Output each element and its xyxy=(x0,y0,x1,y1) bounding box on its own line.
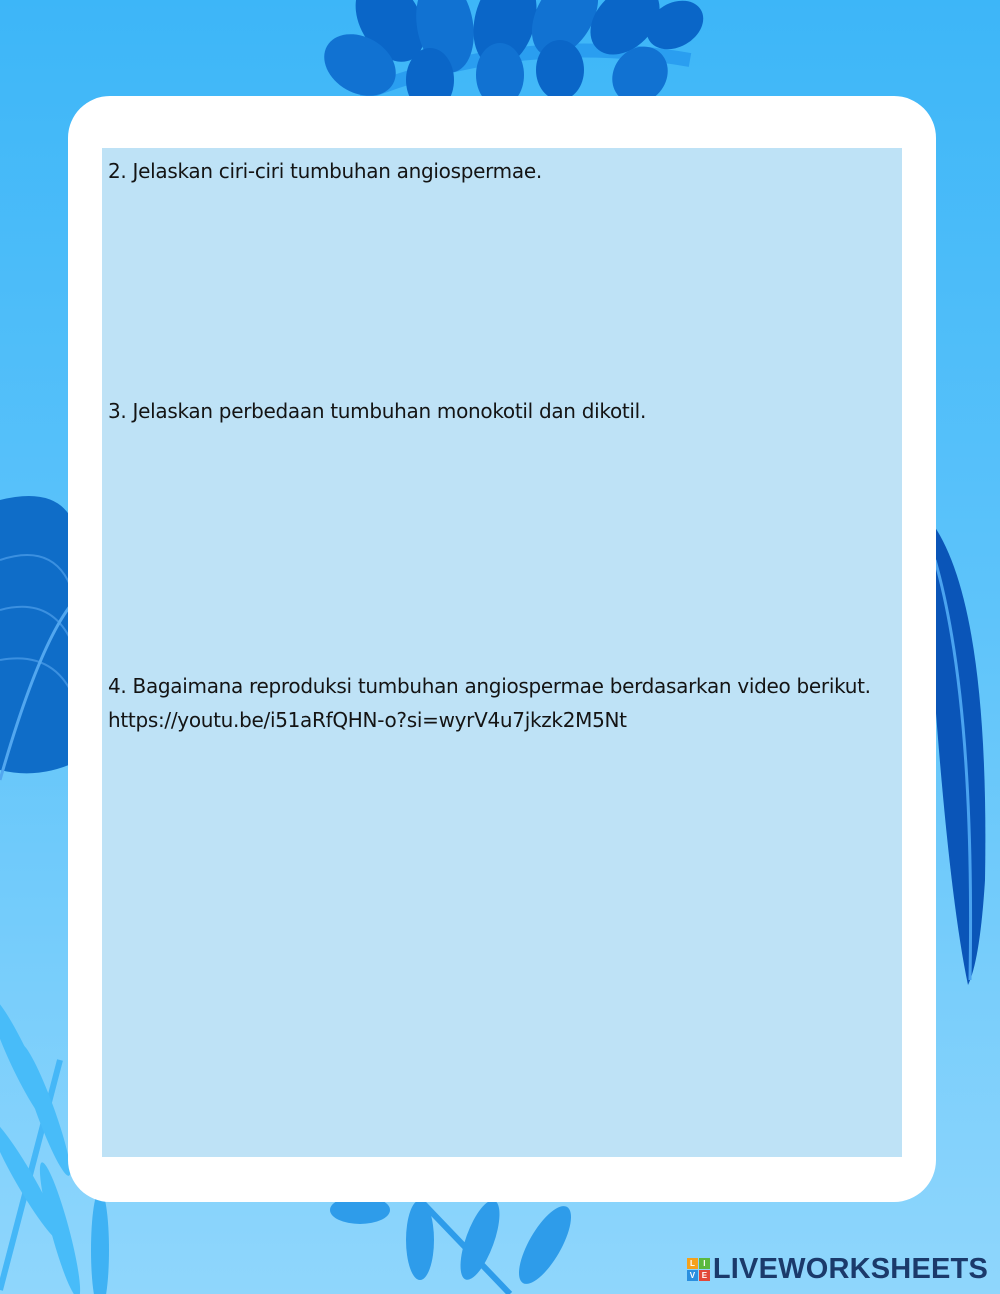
question-4: 4. Bagaimana reproduksi tumbuhan angiospermae berdasarkan video berikut. xyxy=(108,674,871,698)
liveworksheets-logo-icon: L I V E xyxy=(687,1258,710,1281)
video-link[interactable]: https://youtu.be/i51aRfQHN-o?si=wyrV4u7jkzk2M5Nt xyxy=(108,708,627,732)
answer-area[interactable] xyxy=(102,148,902,1157)
video-link-line xyxy=(108,707,627,733)
question-2: 2. Jelaskan ciri-ciri tumbuhan angiospermae. xyxy=(108,159,542,183)
liveworksheets-brand[interactable] xyxy=(687,1254,988,1284)
bottom-center-leaf-icon xyxy=(330,1196,581,1294)
right-leaf-icon xyxy=(930,520,985,985)
question-3: 3. Jelaskan perbedaan tumbuhan monokotil dan dikotil. xyxy=(108,399,646,423)
brand-name: LIVEWORKSHEETS xyxy=(712,1252,988,1285)
